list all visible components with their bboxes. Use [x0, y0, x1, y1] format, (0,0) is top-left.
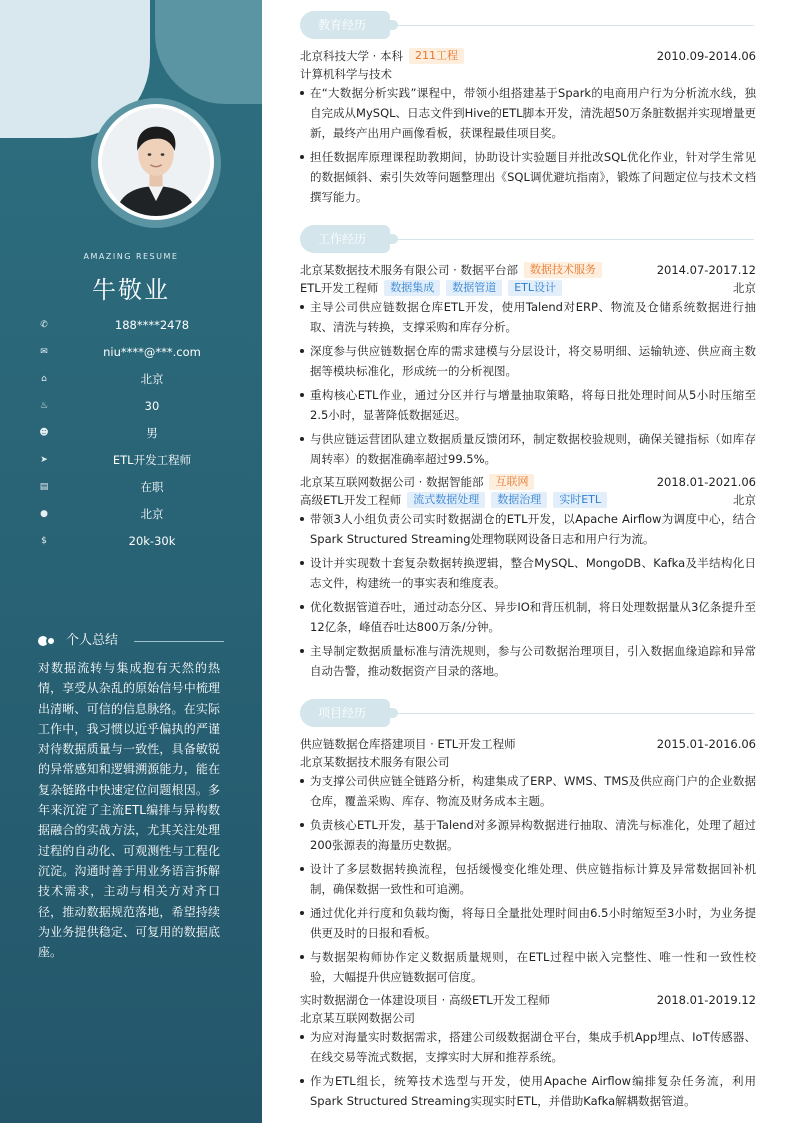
- section-pill-tail: [386, 234, 398, 244]
- list-item: 设计并实现数十套复杂数据转换逻辑，整合MySQL、MongoDB、Kafka及半结构化日志文件，构建统一的事实表和维度表。: [300, 553, 756, 593]
- list-item: 深度参与供应链数据仓库的需求建模与分层设计，将交易明细、运输轨迹、供应商主数据等模块标准化，形成统一的分析视图。: [300, 341, 756, 381]
- school-tag: 211工程: [409, 48, 464, 64]
- phone-icon: ✆: [40, 320, 48, 330]
- job-title: 高级ETL开发工程师: [300, 493, 402, 507]
- contact-row: [38, 477, 238, 497]
- contact-value: niu****@***.com: [103, 345, 201, 359]
- school-name: 北京科技大学 · 本科: [300, 49, 403, 63]
- summary-dots-icon: [38, 636, 58, 646]
- project-name: 实时数据湖仓一体建设项目 · 高级ETL开发工程师: [300, 993, 551, 1007]
- contact-value: 20k-30k: [128, 534, 176, 548]
- education-major: 计算机科学与技术: [300, 67, 392, 81]
- job-title: ETL开发工程师: [300, 281, 379, 295]
- section-title: 教育经历: [300, 11, 390, 39]
- education-header-row: [300, 47, 756, 65]
- skill-tag: 实时ETL: [553, 492, 607, 508]
- divider: [398, 239, 754, 240]
- money-icon: $: [41, 536, 47, 546]
- sidebar: [0, 0, 262, 1123]
- list-item: 设计了多层数据转换流程，包括缓慢变化维处理、供应链指标计算及异常数据回补机制，确保数据一致性和可追溯。: [300, 859, 756, 899]
- list-item: 重构核心ETL作业，通过分区并行与增量抽取策略，将每日批处理时间从5小时压缩至2.5小时，显著降低数据延迟。: [300, 385, 756, 425]
- work-header-row: [300, 473, 756, 491]
- location-pin-icon: ●: [40, 509, 48, 519]
- industry-tag: 数据技术服务: [524, 262, 602, 278]
- work-bullets: [300, 509, 756, 685]
- section-pill-tail: [386, 20, 398, 30]
- list-item: 通过优化并行度和负载均衡，将每日全量批处理时间由6.5小时缩短至3小时，为业务提供更及时的日报和看板。: [300, 903, 756, 943]
- decorative-shape: [155, 0, 262, 104]
- project-org: 北京某数据技术服务有限公司: [300, 755, 450, 769]
- gender-icon: ☻: [39, 428, 49, 438]
- resume-tagline: AMAZING RESUME: [83, 252, 179, 261]
- list-item: 主导制定数据质量标准与清洗规则，参与公司数据治理项目，引入数据血缘追踪和异常自动告警，推动数据资产目录的落地。: [300, 641, 756, 681]
- work-city: 北京: [733, 281, 756, 295]
- list-item: 带领3人小组负责公司实时数据湖仓的ETL开发，以Apache Airflow为调度中心，结合Spark Structured Streaming处理物联网设备日志和用户行为流。: [300, 509, 756, 549]
- project-header-row: [300, 991, 756, 1009]
- section-header-project: [300, 699, 754, 727]
- avatar-portrait-icon: [102, 108, 210, 216]
- section-header-work: [300, 225, 754, 253]
- contact-value: 男: [146, 426, 158, 440]
- main-content: [262, 0, 794, 1123]
- section-title: 工作经历: [300, 225, 390, 253]
- list-item: 与供应链运营团队建立数据质量反馈闭环，制定数据校验规则，确保关键指标（如库存周转率）的数据准确率超过99.5%。: [300, 429, 756, 469]
- divider: [398, 713, 754, 714]
- company-name: 北京某数据技术服务有限公司 · 数据平台部: [300, 263, 518, 277]
- list-item: 担任数据库原理课程助教期间，协助设计实验题目并批改SQL优化作业，针对学生常见的数据倾斜、索引失效等问题整理出《SQL调优避坑指南》，锻炼了问题定位与技术文档撰写能力。: [300, 147, 756, 207]
- contact-row: [38, 504, 238, 524]
- contact-value: 188****2478: [114, 318, 190, 332]
- contact-value: 北京: [140, 372, 164, 386]
- contact-row: [38, 423, 238, 443]
- work-date: 2018.01-2021.06: [656, 475, 756, 489]
- divider: [134, 641, 224, 642]
- contact-value: 在职: [140, 480, 164, 494]
- company-name: 北京某互联网数据公司 · 数据智能部: [300, 475, 484, 489]
- avatar: [98, 104, 214, 220]
- work-bullets: [300, 297, 756, 473]
- contact-row: [38, 315, 238, 335]
- work-title-row: [300, 491, 756, 509]
- work-date: 2014.07-2017.12: [656, 263, 756, 277]
- work-city: 北京: [733, 493, 756, 507]
- summary-text: 对数据流转与集成抱有天然的热情，享受从杂乱的原始信号中梳理出清晰、可信的信息脉络。在实际工作中，我习惯以近乎偏执的严谨对待数据质量与一致性，具备敏锐的异常感知和逻辑溯源能力，能在复杂链路中快速定位问题根因。多年来沉淀了主流ETL编排与异构数据融合的实战方法，尤其关注处理过程的自动化、可观测性与工程化沉淀。沟通时善于用业务语言拆解技术需求，主动与相关方对齐口径，推动数据规范落地，希望持续为业务提供稳定、可复用的数据底座。: [38, 661, 220, 960]
- briefcase-icon: ▤: [39, 482, 49, 492]
- candidate-name: 牛敬业: [92, 276, 170, 304]
- contact-row: [38, 531, 238, 551]
- education-bullets: [300, 83, 756, 211]
- home-icon: ⌂: [41, 374, 47, 384]
- list-item: 在“大数据分析实践”课程中，带领小组搭建基于Spark的电商用户行为分析流水线，独自完成从MySQL、日志文件到Hive的ETL脚本开发，清洗超50万条脏数据并实现增量更新，最终产出用户画像看板，获课程最佳项目奖。: [300, 83, 756, 143]
- project-bullets: [300, 771, 756, 991]
- contact-row: [38, 369, 238, 389]
- contact-value: 北京: [140, 507, 164, 521]
- section-pill-tail: [386, 708, 398, 718]
- section-title: 项目经历: [300, 699, 390, 727]
- mail-icon: ✉: [40, 347, 48, 357]
- summary-header: [38, 631, 224, 651]
- project-name: 供应链数据仓库搭建项目 · ETL开发工程师: [300, 737, 516, 751]
- industry-tag: 互联网: [489, 474, 534, 490]
- contact-value: 30: [144, 399, 160, 413]
- project-org: 北京某互联网数据公司: [300, 1011, 415, 1025]
- contact-row: [38, 396, 238, 416]
- work-title-row: [300, 279, 756, 297]
- work-header-row: [300, 261, 756, 279]
- education-date: 2010.09-2014.06: [656, 49, 756, 63]
- list-item: 作为ETL组长，统筹技术选型与开发，使用Apache Airflow编排复杂任务流，利用Spark Structured Streaming实现实时ETL，并借助Kafka解耦数据管道。: [300, 1071, 756, 1111]
- section-header-education: [300, 11, 754, 39]
- skill-tag: 数据管道: [446, 280, 502, 296]
- list-item: 为支撑公司供应链全链路分析，构建集成了ERP、WMS、TMS及供应商门户的企业数据仓库，覆盖采购、库存、物流及财务成本主题。: [300, 771, 756, 811]
- project-date: 2018.01-2019.12: [656, 993, 756, 1007]
- skill-tag: ETL设计: [508, 280, 562, 296]
- list-item: 与数据架构师协作定义数据质量规则，在ETL过程中嵌入完整性、唯一性和一致性校验，大幅提升供应链数据可信度。: [300, 947, 756, 987]
- list-item: 主导公司供应链数据仓库ETL开发，使用Talend对ERP、物流及仓储系统数据进行抽取、清洗与转换，支撑采购和库存分析。: [300, 297, 756, 337]
- contact-row: [38, 342, 238, 362]
- birthday-cake-icon: ♨: [39, 401, 49, 411]
- project-date: 2015.01-2016.06: [656, 737, 756, 751]
- skill-tag: 数据集成: [384, 280, 440, 296]
- summary-title: 个人总结: [66, 633, 119, 648]
- contact-row: [38, 450, 238, 470]
- list-item: 优化数据管道吞吐，通过动态分区、异步IO和背压机制，将日处理数据量从3亿条提升至12亿条，峰值吞吐达800万条/分钟。: [300, 597, 756, 637]
- project-header-row: [300, 735, 756, 753]
- skill-tag: 流式数据处理: [407, 492, 485, 508]
- project-bullets: [300, 1027, 756, 1115]
- skill-tag: 数据治理: [491, 492, 547, 508]
- contact-value: ETL开发工程师: [112, 453, 192, 467]
- list-item: 负责核心ETL开发，基于Talend对多源异构数据进行抽取、清洗与标准化，处理了超过200张源表的海量历史数据。: [300, 815, 756, 855]
- divider: [398, 25, 754, 26]
- send-icon: ➤: [40, 455, 48, 465]
- list-item: 为应对海量实时数据需求，搭建公司级数据湖仓平台，集成手机App埋点、IoT传感器、在线交易等流式数据，支撑实时大屏和推荐系统。: [300, 1027, 756, 1067]
